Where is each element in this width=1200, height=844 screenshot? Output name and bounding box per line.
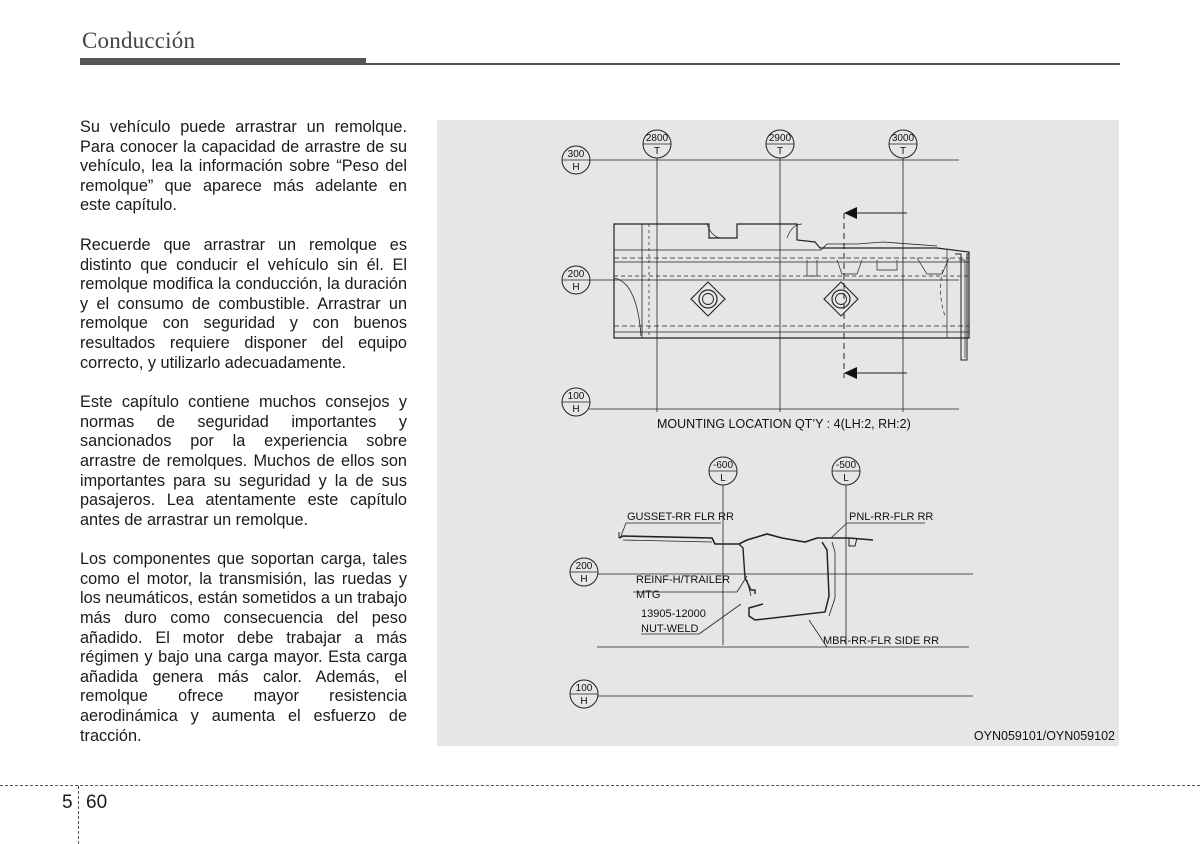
svg-text:T: T [776,146,784,157]
header-rule-thin [366,63,1120,65]
grid-bubble-t2 [766,130,794,158]
label-gusset: GUSSET-RR FLR RR [627,511,734,523]
grid-bubble-t1 [643,130,671,158]
grid-bubble-l500 [832,457,860,485]
section-arrow-lower [844,367,857,379]
grid-bubble-h200 [562,266,590,294]
grid-bubble-h300 [562,146,590,174]
technical-figure [437,120,1119,746]
svg-text:2800: 2800 [645,133,669,144]
grid-bubble-s200 [570,558,598,586]
label-reinf-2: MTG [636,589,661,601]
chapter-number: 5 [62,792,73,813]
svg-text:200: 200 [575,561,593,572]
svg-text:3000: 3000 [891,133,915,144]
section-title: Conducción [82,28,196,53]
paragraph-2: Recuerde que arrastrar un remolque es distinto que conducir el vehículo sin él. El remolque modifica la conducción, la duración y el consumo de combustible. Arrastrar un remolque con seguridad y con buenos resultados requiere disponer del equipo correcto, y utilizarlo adecuadamente. [80,235,407,372]
mounting-diagram [437,120,1119,746]
footer-divider [78,786,79,844]
svg-text:T: T [653,146,661,157]
page-number: 60 [86,792,108,813]
svg-text:H: H [580,574,588,585]
header-rule-thick [80,58,366,65]
label-panel: PNL-RR-FLR RR [849,511,934,523]
svg-text:300: 300 [567,149,585,160]
grid-bubble-t3 [889,130,917,158]
svg-text:T: T [899,146,907,157]
grid-bubble-h100 [562,388,590,416]
paragraph-1: Su vehículo puede arrastrar un remolque. Para conocer la capacidad de arrastre de su vehículo, lea la información sobre “Peso del remolque” que aparece más adelante en este capítulo. [80,118,407,215]
svg-text:H: H [572,404,580,415]
frame-top-view [614,213,969,378]
figure-code: OYN059101/OYN059102 [973,729,1115,743]
label-reinf-1: REINF-H/TRAILER [636,574,731,586]
svg-text:L: L [843,473,849,484]
svg-text:200: 200 [567,269,585,280]
svg-text:H: H [580,696,588,707]
svg-text:100: 100 [575,683,593,694]
paragraph-3: Este capítulo contiene muchos consejos y normas de seguridad importantes y sancionados por la experiencia sobre arrastre de remolques. Muchos de ellos son importantes para su seguridad y la de sus pasajeros. Lea atentamente este capítulo antes de arrastrar un remolque. [80,393,407,529]
mounting-caption: MOUNTING LOCATION QT’Y : 4(LH:2, RH:2) [657,417,911,431]
svg-text:100: 100 [567,391,585,402]
svg-text:H: H [572,162,580,173]
label-nut-2: NUT-WELD [641,623,699,635]
body-text [80,118,407,766]
svg-text:-500: -500 [835,460,857,471]
grid-bubble-s100 [570,680,598,708]
paragraph-4: Los componentes que soportan carga, tales como el motor, la transmisión, las ruedas y los neumáticos, están sometidos a un trabajo más duro como consecuencia del peso añadido. El motor debe trabajar a más régimen y bajo una carga mayor. Esta carga añadida genera más calor. Además, el remolque ofrece mayor resistencia aerodinámica y aumenta el esfuerzo de tracción. [80,550,407,745]
footer-rule [0,785,1200,786]
section-arrow-upper [844,207,857,219]
svg-text:-600: -600 [712,460,734,471]
grid-bubble-l600 [709,457,737,485]
label-member: MBR-RR-FLR SIDE RR [823,635,940,647]
label-nut-1: 13905-12000 [641,608,706,620]
svg-text:H: H [572,282,580,293]
svg-text:2900: 2900 [768,133,792,144]
svg-text:L: L [720,473,726,484]
